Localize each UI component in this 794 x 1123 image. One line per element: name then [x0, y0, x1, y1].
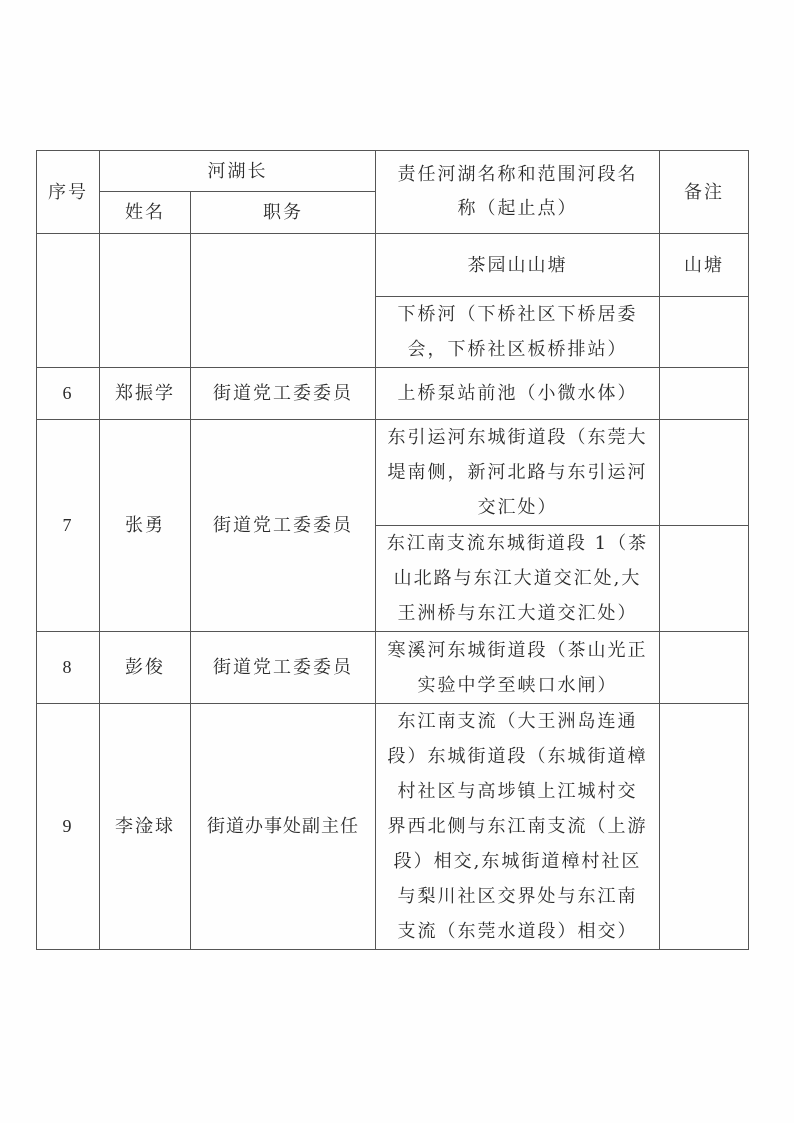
cell-remark	[660, 526, 749, 632]
river-line: 交汇处）	[477, 497, 558, 518]
cell-remark	[660, 704, 749, 950]
cell-river	[376, 632, 660, 704]
river-line: 王洲桥与东江大道交汇处）	[397, 603, 638, 624]
cell-remark	[660, 368, 749, 420]
cell-river	[376, 234, 660, 297]
cell-position: 街道党工委委员	[191, 368, 376, 420]
cell-position	[191, 234, 376, 368]
table-row	[37, 234, 749, 297]
cell-river	[376, 297, 660, 368]
river-line: 与梨川社区交界处与东江南	[397, 886, 638, 907]
river-line: 界西北侧与东江南支流（上游	[387, 816, 648, 837]
header-remark: 备注	[660, 151, 749, 234]
cell-name: 张勇	[100, 420, 191, 632]
cell-seq	[37, 234, 100, 368]
river-line: 上桥泵站前池（小微水体）	[397, 383, 638, 404]
cell-remark	[660, 420, 749, 526]
cell-river	[376, 420, 660, 526]
river-line: 东引运河东城街道段（东莞大	[387, 427, 648, 448]
header-seq: 序号	[37, 151, 100, 234]
header-river-line: 称（起止点）	[457, 198, 578, 219]
cell-seq: 8	[37, 632, 100, 704]
header-river-range	[376, 151, 660, 234]
cell-seq: 6	[37, 368, 100, 420]
cell-river	[376, 368, 660, 420]
cell-remark: 山塘	[660, 234, 749, 297]
river-line: 山北路与东江大道交汇处,大	[393, 568, 642, 589]
table-row	[37, 420, 749, 526]
river-line: 东江南支流（大王洲岛连通	[397, 711, 638, 732]
river-line: 寒溪河东城街道段（茶山光正	[387, 639, 648, 661]
header-river-line: 责任河湖名称和范围河段名	[397, 164, 638, 185]
cell-river	[376, 526, 660, 632]
river-line: 实验中学至峡口水闸）	[417, 674, 618, 696]
river-chief-table	[36, 150, 749, 950]
table-row	[37, 368, 749, 420]
river-line: 段）相交,东城街道樟村社区	[393, 851, 642, 872]
cell-name: 彭俊	[100, 632, 191, 704]
cell-name	[100, 234, 191, 368]
river-line: 会，下桥社区板桥排站）	[407, 339, 628, 360]
river-line: 堤南侧，新河北路与东引运河	[387, 462, 648, 483]
river-line: 村社区与高埗镇上江城村交	[397, 781, 638, 802]
river-line: 东江南支流东城街道段 1（茶	[386, 533, 649, 554]
cell-position: 街道党工委委员	[191, 420, 376, 632]
header-name: 姓名	[100, 192, 191, 234]
header-position: 职务	[191, 192, 376, 234]
cell-remark	[660, 297, 749, 368]
table-row	[37, 704, 749, 950]
cell-position: 街道办事处副主任	[191, 704, 376, 950]
cell-position: 街道党工委委员	[191, 632, 376, 704]
cell-remark	[660, 632, 749, 704]
river-line: 下桥河（下桥社区下桥居委	[397, 304, 638, 325]
cell-name: 李淦球	[100, 704, 191, 950]
header-river-chief: 河湖长	[100, 151, 376, 192]
cell-river	[376, 704, 660, 950]
river-line: 段）东城街道段（东城街道樟	[387, 746, 648, 767]
cell-name: 郑振学	[100, 368, 191, 420]
river-line: 支流（东莞水道段）相交）	[397, 921, 638, 942]
table-row	[37, 632, 749, 704]
cell-seq: 9	[37, 704, 100, 950]
river-line: 茶园山山塘	[467, 254, 568, 276]
cell-seq: 7	[37, 420, 100, 632]
